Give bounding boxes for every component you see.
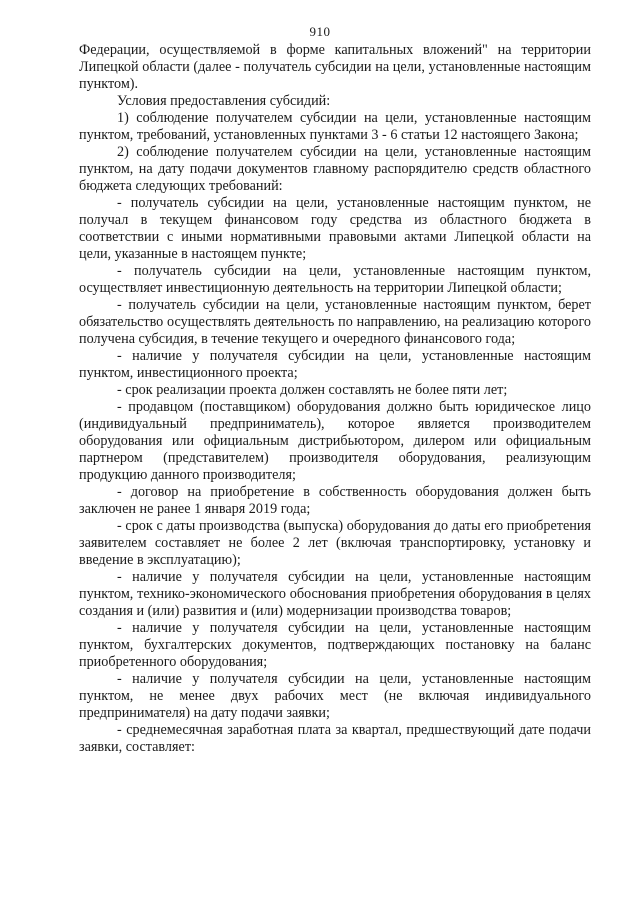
paragraph-requirement: - среднемесячная заработная плата за квартал, предшествующий дате подачи заявки, составляет: [79, 722, 591, 755]
paragraph-requirement: - продавцом (поставщиком) оборудования должно быть юридическое лицо (индивидуальный предприниматель), которое является производителем оборудования или официальным дистрибьютором, дилером или официальным партнером (представителем) производителя оборудования, реализующим продукцию данного производителя; [79, 399, 591, 483]
paragraph-requirement: - договор на приобретение в собственность оборудования должен быть заключен не ранее 1 января 2019 года; [79, 484, 591, 517]
paragraph-requirement: - наличие у получателя субсидии на цели, установленные настоящим пунктом, инвестиционного проекта; [79, 348, 591, 381]
paragraph-requirement: - получатель субсидии на цели, установленные настоящим пунктом, берет обязательство осуществлять деятельность по направлению, на реализацию которого получена субсидия, в течение текущего и очередного финансового года; [79, 297, 591, 347]
paragraph-requirement: - наличие у получателя субсидии на цели, установленные настоящим пунктом, технико-экономического обоснования приобретения оборудования в целях создания и (или) развития и (или) модернизации производства товаров; [79, 569, 591, 619]
paragraph-requirement: - получатель субсидии на цели, установленные настоящим пунктом, не получал в текущем финансовом году средства из областного бюджета в соответствии с иными нормативными правовыми актами Липецкой области на цели, указанные в настоящем пункте; [79, 195, 591, 262]
paragraph-condition-1: 1) соблюдение получателем субсидии на цели, установленные настоящим пунктом, требований, установленных пунктами 3 - 6 статьи 12 настоящего Закона; [79, 110, 591, 143]
paragraph-requirement: - наличие у получателя субсидии на цели, установленные настоящим пунктом, бухгалтерских документов, подтверждающих постановку на баланс приобретенного оборудования; [79, 620, 591, 670]
paragraph-condition-2: 2) соблюдение получателем субсидии на цели, установленные настоящим пунктом, на дату подачи документов главному распорядителю средств областного бюджета следующих требований: [79, 144, 591, 194]
paragraph-requirement: - срок с даты производства (выпуска) оборудования до даты его приобретения заявителем составляет не более 2 лет (включая транспортировку, установку и введение в эксплуатацию); [79, 518, 591, 568]
document-body [79, 42, 591, 756]
paragraph-continuation: Федерации, осуществляемой в форме капитальных вложений" на территории Липецкой области (далее - получатель субсидии на цели, установленные настоящим пунктом). [79, 42, 591, 92]
paragraph-requirement: - наличие у получателя субсидии на цели, установленные настоящим пунктом, не менее двух рабочих мест (не включая индивидуального предпринимателя) на дату подачи заявки; [79, 671, 591, 721]
page-number: 910 [309, 24, 331, 39]
paragraph-conditions-heading: Условия предоставления субсидий: [117, 93, 331, 109]
paragraph-requirement: - срок реализации проекта должен составлять не более пяти лет; [117, 382, 508, 398]
paragraph-requirement: - получатель субсидии на цели, установленные настоящим пунктом, осуществляет инвестиционную деятельность на территории Липецкой области; [79, 263, 591, 296]
